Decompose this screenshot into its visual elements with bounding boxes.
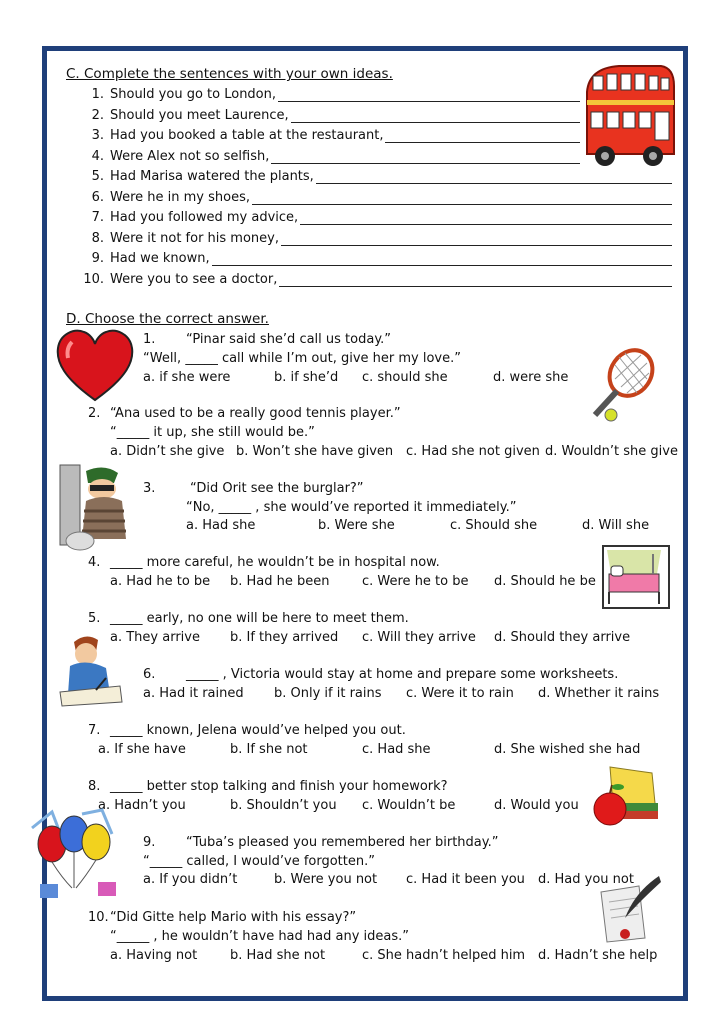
q5-option-a[interactable]: a. They arrive — [110, 630, 200, 645]
item-text: Had you booked a table at the restaurant, — [110, 128, 384, 143]
q8-number: 8. — [88, 779, 101, 794]
item-text: Were it not for his money, — [110, 230, 279, 246]
q3-option-d[interactable]: d. Will she — [582, 518, 650, 533]
item-number: 3. — [91, 128, 104, 143]
apple-books-picture — [590, 763, 664, 831]
q5-option-d[interactable]: d. Should they arrive — [494, 630, 631, 645]
item-text: Were you to see a doctor, — [110, 271, 278, 287]
q3-line1: “Did Orit see the burglar?” — [190, 481, 364, 496]
q8-option-d[interactable]: d. Would you — [494, 798, 579, 813]
q10-line2: “_____ , he wouldn’t have had had any ideas.” — [110, 929, 409, 944]
item-number: 4. — [91, 148, 104, 164]
q9-option-b[interactable]: b. Were you not — [274, 872, 378, 887]
q5-number: 5. — [88, 611, 101, 626]
item-number: 6. — [91, 189, 104, 205]
q5-option-c[interactable]: c. Will they arrive — [362, 630, 476, 645]
q8-option-b[interactable]: b. Shouldn’t you — [230, 798, 337, 813]
q2-line2: “_____ it up, she still would be.” — [110, 425, 315, 440]
q7-number: 7. — [88, 723, 101, 738]
q2-option-d[interactable]: d. Wouldn’t she give — [545, 444, 678, 459]
q6-option-c[interactable]: c. Were it to rain — [406, 686, 514, 701]
q5-line1: _____ early, no one will be here to meet them. — [110, 611, 409, 626]
q10-option-d[interactable]: d. Hadn’t she help — [538, 948, 658, 963]
answer-line[interactable] — [291, 122, 580, 123]
answer-line[interactable] — [281, 245, 672, 246]
item-text: Were Alex not so selfish, — [110, 148, 270, 164]
q9-number: 9. — [143, 835, 156, 850]
answer-line[interactable] — [278, 101, 580, 102]
answer-line[interactable] — [300, 224, 672, 225]
q2-line1: “Ana used to be a really good tennis player.” — [110, 406, 401, 421]
answer-line[interactable] — [385, 142, 580, 143]
q2-number: 2. — [88, 406, 101, 421]
q3-line2: “No, _____ , she would’ve reported it immediately.” — [186, 500, 517, 515]
item-number: 8. — [91, 230, 104, 246]
q1-line2: “Well, _____ call while I’m out, give her my love.” — [143, 351, 461, 366]
item-text: Had Marisa watered the plants, — [110, 169, 314, 184]
q4-option-d[interactable]: d. Should he be — [494, 574, 596, 589]
q1-option-a[interactable]: a. if she were — [143, 370, 231, 385]
item-number: 9. — [91, 251, 104, 266]
q7-option-b[interactable]: b. If she not — [230, 742, 308, 757]
q6-option-b[interactable]: b. Only if it rains — [274, 686, 382, 701]
q10-line1: “Did Gitte help Mario with his essay?” — [110, 910, 357, 925]
q4-line1: _____ more careful, he wouldn’t be in hospital now. — [110, 555, 440, 570]
section-c-title: C. Complete the sentences with your own ideas. — [66, 66, 393, 82]
item-text: Should you meet Laurence, — [110, 107, 289, 123]
item-number: 1. — [91, 87, 104, 102]
q4-option-b[interactable]: b. Had he been — [230, 574, 330, 589]
heart-picture — [54, 328, 136, 404]
q9-option-a[interactable]: a. If you didn’t — [143, 872, 238, 887]
burglar-picture — [56, 461, 138, 553]
item-text: Had you followed my advice, — [110, 210, 299, 225]
answer-line[interactable] — [316, 183, 672, 184]
q2-option-b[interactable]: b. Won’t she have given — [236, 444, 394, 459]
q9-option-c[interactable]: c. Had it been you — [406, 872, 525, 887]
q1-line1: “Pinar said she’d call us today.” — [186, 332, 392, 347]
bus-picture — [579, 62, 677, 174]
q6-option-a[interactable]: a. Had it rained — [143, 686, 244, 701]
q9-line1: “Tuba’s pleased you remembered her birthday.” — [186, 835, 499, 850]
item-text: Should you go to London, — [110, 87, 277, 102]
item-text: Had we known, — [110, 251, 210, 266]
tennis-racket-picture — [585, 347, 657, 423]
q10-number: 10. — [88, 910, 109, 925]
q9-line2: “_____ called, I would’ve forgotten.” — [143, 854, 375, 869]
q4-option-c[interactable]: c. Were he to be — [362, 574, 469, 589]
section-d-title: D. Choose the correct answer. — [66, 311, 269, 327]
item-number: 10. — [83, 271, 104, 287]
q1-option-c[interactable]: c. should she — [362, 370, 448, 385]
student-writing-picture — [56, 632, 126, 708]
answer-line[interactable] — [252, 204, 672, 205]
q1-number: 1. — [143, 332, 156, 347]
balloons-picture — [22, 808, 128, 902]
q10-option-a[interactable]: a. Having not — [110, 948, 198, 963]
scroll-quill-picture — [595, 872, 665, 946]
q9-option-d[interactable]: d. Had you not — [538, 872, 634, 887]
item-text: Were he in my shoes, — [110, 189, 250, 205]
q7-option-a[interactable]: a. If she have — [98, 742, 186, 757]
answer-line[interactable] — [279, 286, 672, 287]
q3-option-a[interactable]: a. Had she — [186, 518, 256, 533]
q8-option-c[interactable]: c. Wouldn’t be — [362, 798, 456, 813]
q6-number: 6. — [143, 667, 156, 682]
q5-option-b[interactable]: b. If they arrived — [230, 630, 339, 645]
item-number: 7. — [91, 210, 104, 225]
q8-option-a[interactable]: a. Hadn’t you — [98, 798, 186, 813]
q7-option-d[interactable]: d. She wished she had — [494, 742, 641, 757]
q1-option-d[interactable]: d. were she — [493, 370, 569, 385]
q4-option-a[interactable]: a. Had he to be — [110, 574, 211, 589]
answer-line[interactable] — [271, 163, 580, 164]
q6-option-d[interactable]: d. Whether it rains — [538, 686, 660, 701]
q2-option-c[interactable]: c. Had she not given — [406, 444, 540, 459]
item-number: 5. — [91, 169, 104, 184]
q2-option-a[interactable]: a. Didn’t she give — [110, 444, 225, 459]
item-number: 2. — [91, 107, 104, 123]
q3-option-b[interactable]: b. Were she — [318, 518, 395, 533]
hospital-bed-picture — [601, 544, 671, 610]
q8-line1: _____ better stop talking and finish your homework? — [110, 779, 448, 794]
q1-option-b[interactable]: b. if she’d — [274, 370, 339, 385]
q7-line1: _____ known, Jelena would’ve helped you out. — [110, 723, 406, 738]
q4-number: 4. — [88, 555, 101, 570]
q10-option-c[interactable]: c. She hadn’t helped him — [362, 948, 526, 963]
q7-option-c[interactable]: c. Had she — [362, 742, 431, 757]
q6-line1: _____ , Victoria would stay at home and prepare some worksheets. — [186, 667, 619, 682]
q3-option-c[interactable]: c. Should she — [450, 518, 538, 533]
answer-line[interactable] — [212, 265, 672, 266]
q10-option-b[interactable]: b. Had she not — [230, 948, 326, 963]
q3-number: 3. — [143, 481, 156, 496]
